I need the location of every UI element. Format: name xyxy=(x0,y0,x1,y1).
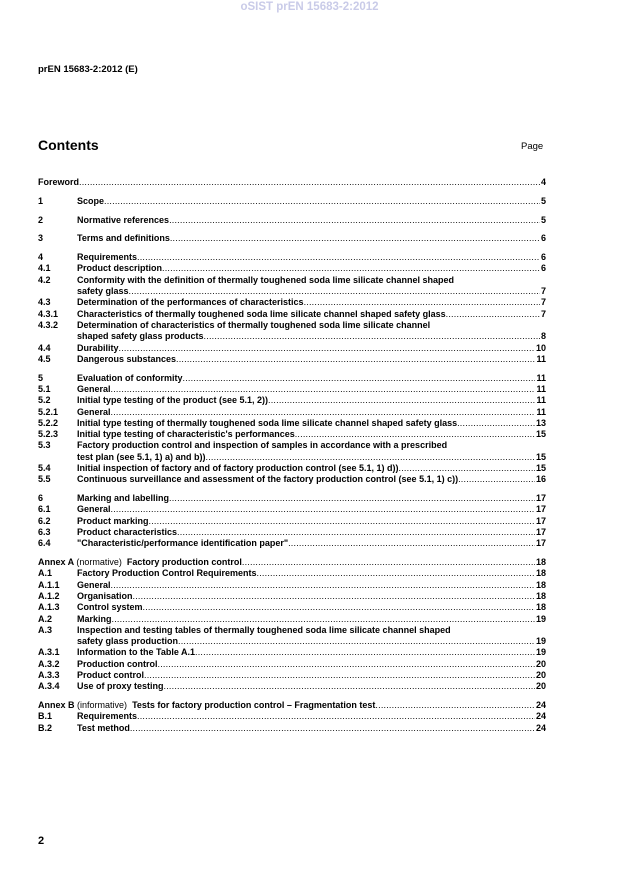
toc-entry-page: 18 xyxy=(535,579,546,590)
toc-entry-page: 13 xyxy=(535,417,546,428)
toc-entry[interactable] xyxy=(38,418,546,429)
toc-entry-number: 3 xyxy=(38,233,44,244)
toc-entry-page: 8 xyxy=(540,331,546,342)
toc-entry-number: 4.2 xyxy=(38,274,51,285)
toc-entry-number: 6.3 xyxy=(38,527,51,538)
toc-entry[interactable] xyxy=(38,700,546,711)
toc-entry-number: 1 xyxy=(38,195,44,206)
toc-entry-number: A.3.1 xyxy=(38,647,60,658)
toc-entry-title: Initial inspection of factory and of factory production control (see 5.1, 1) d)) xyxy=(77,463,399,474)
toc-entry-page: 7 xyxy=(540,297,546,308)
toc-entry-number xyxy=(38,452,77,463)
toc-entry-title: Test method xyxy=(77,722,130,733)
toc-entry[interactable] xyxy=(38,568,546,579)
toc-entry[interactable] xyxy=(38,504,546,515)
toc-entry-title: Requirements xyxy=(77,711,138,722)
dot-leader xyxy=(137,252,540,263)
toc-entry-number: A.3 xyxy=(38,624,53,635)
toc-entry-number: 2 xyxy=(38,214,44,225)
toc-entry-number: B.1 xyxy=(38,711,53,722)
toc-entry[interactable] xyxy=(38,527,546,538)
dot-leader xyxy=(104,196,540,207)
toc-entry-number: 5.5 xyxy=(38,474,51,485)
toc-entry-number: A.1.3 xyxy=(38,602,60,613)
toc-entry[interactable] xyxy=(38,309,546,320)
dot-leader xyxy=(112,614,535,625)
annex-qualifier: (informative) xyxy=(77,700,128,711)
toc-entry-number: 5.2 xyxy=(38,395,51,406)
toc-entry[interactable] xyxy=(38,723,546,734)
toc-entry-title: Information to the Table A.1 xyxy=(77,647,196,658)
toc-entry[interactable] xyxy=(38,538,546,549)
toc-entry-title: Product description xyxy=(77,263,163,274)
toc-entry-number: A.3.3 xyxy=(38,670,60,681)
toc-entry-page: 18 xyxy=(535,591,546,601)
toc-entry[interactable] xyxy=(38,580,546,591)
toc-entry[interactable] xyxy=(38,286,546,297)
toc-entry[interactable] xyxy=(38,636,546,647)
toc-entry-number: 5 xyxy=(38,372,44,383)
toc-entry[interactable] xyxy=(38,384,546,395)
dot-leader xyxy=(242,557,535,568)
dot-leader xyxy=(133,591,535,602)
toc-entry[interactable] xyxy=(38,275,546,286)
toc-entry[interactable] xyxy=(38,647,546,658)
dot-leader xyxy=(177,527,535,538)
toc-entry[interactable] xyxy=(38,331,546,342)
dot-leader xyxy=(268,395,535,406)
toc-entry-title: General xyxy=(77,406,111,417)
dot-leader xyxy=(183,373,536,384)
toc-entry-number: 5.2.3 xyxy=(38,429,59,440)
toc-entry-title: Use of proxy testing xyxy=(77,681,164,692)
toc-entry-page: 10 xyxy=(535,342,546,353)
toc-entry-title: Characteristics of thermally toughened soda lime silicate channel shaped safety glass xyxy=(77,308,446,319)
toc-entry-page: 17 xyxy=(535,527,546,538)
toc-entry-page: 15 xyxy=(535,429,546,440)
dot-leader xyxy=(137,711,535,722)
toc-entry-title: Requirements xyxy=(77,252,138,263)
toc-entry[interactable] xyxy=(38,602,546,613)
dot-leader xyxy=(111,384,536,395)
toc-entry-page: 5 xyxy=(540,214,546,225)
dot-leader xyxy=(206,452,535,463)
toc-entry-title: Terms and definitions xyxy=(77,233,170,244)
toc-entry-number: 5.3 xyxy=(38,440,51,451)
toc-entry-title: Scope xyxy=(77,195,105,206)
toc-entry-number: 5.2.1 xyxy=(38,406,59,417)
toc-entry-title: Marking xyxy=(77,613,112,624)
toc-entry-page: 19 xyxy=(535,647,546,658)
dot-leader xyxy=(170,233,540,244)
toc-entry-page: 11 xyxy=(536,383,546,394)
toc-entry-page: 18 xyxy=(535,557,546,568)
dot-leader xyxy=(111,504,535,515)
toc-entry-title: Marking and labelling xyxy=(77,493,170,504)
toc-entry[interactable] xyxy=(38,320,546,331)
toc-entry-title: Initial type testing of thermally toughened soda lime silicate channel shaped safety glass xyxy=(77,417,458,428)
toc-entry[interactable] xyxy=(38,215,546,226)
toc-entry-page: 4 xyxy=(540,177,546,187)
toc-entry-page: 6 xyxy=(540,252,546,263)
toc-entry-title: safety glass production xyxy=(77,636,179,647)
toc-entry-title: Initial type testing of characteristic's performances xyxy=(77,429,295,440)
toc-entry-title: shaped safety glass products xyxy=(77,331,204,342)
toc-entry-title: Product control xyxy=(77,670,144,681)
toc-entry-title: Control system xyxy=(77,602,143,613)
toc-entry-number xyxy=(38,331,77,342)
toc-entry-page: 19 xyxy=(535,613,546,624)
toc-entry[interactable] xyxy=(38,177,546,188)
toc-entry-title: Determination of the performances of characteristics xyxy=(77,297,304,308)
toc-entry-page: 17 xyxy=(535,504,546,515)
toc-entry-title: safety glass xyxy=(77,286,129,297)
toc-entry[interactable] xyxy=(38,440,546,451)
toc-entry[interactable] xyxy=(38,233,546,244)
dot-leader xyxy=(164,681,535,692)
toc-entry-number: 4.3.2 xyxy=(38,319,59,330)
toc-entry-title: Evaluation of conformity xyxy=(77,372,183,383)
toc-entry-number: 6.2 xyxy=(38,515,51,526)
annex-title: Tests for factory production control – Fragmentation test xyxy=(132,700,376,711)
dot-leader xyxy=(143,602,535,613)
table-of-contents xyxy=(38,177,546,734)
dot-leader xyxy=(457,418,535,429)
annex-qualifier: (normative) xyxy=(76,557,122,568)
dot-leader xyxy=(119,343,535,354)
toc-entry-number: 5.4 xyxy=(38,463,51,474)
toc-entry-title: Conformity with the definition of thermally toughened soda lime silicate channel shaped xyxy=(77,274,455,285)
toc-entry-page: 16 xyxy=(535,474,546,485)
toc-entry-page: 17 xyxy=(535,538,546,549)
toc-entry[interactable] xyxy=(38,463,546,474)
toc-entry[interactable] xyxy=(38,407,546,418)
toc-entry[interactable] xyxy=(38,373,546,384)
toc-entry-page: 15 xyxy=(535,451,546,462)
dot-leader xyxy=(257,568,535,579)
page-column-label: Page xyxy=(521,141,544,152)
toc-entry-number: 5.1 xyxy=(38,383,51,394)
dot-leader xyxy=(111,580,535,591)
dot-leader xyxy=(288,538,535,549)
dot-leader xyxy=(169,493,535,504)
annex-label: Annex B xyxy=(38,700,75,711)
dot-leader xyxy=(204,331,540,342)
toc-entry-title: Dangerous substances xyxy=(77,353,177,364)
dot-leader xyxy=(304,297,540,308)
toc-entry[interactable] xyxy=(38,670,546,681)
toc-entry-title: Normative references xyxy=(77,214,170,225)
toc-entry-page: 11 xyxy=(536,353,546,364)
toc-entry-title: "Characteristic/performance identification paper" xyxy=(77,538,289,549)
toc-entry[interactable] xyxy=(38,557,546,568)
toc-entry[interactable] xyxy=(38,591,546,602)
document-id-header: prEN 15683-2:2012 (E) xyxy=(38,64,138,75)
toc-entry-page: 24 xyxy=(535,711,546,722)
toc-entry-page: 17 xyxy=(535,493,546,504)
toc-entry-page: 20 xyxy=(535,670,546,681)
dot-leader xyxy=(158,659,535,670)
toc-entry-number: 4.1 xyxy=(38,263,51,274)
toc-entry-title: Inspection and testing tables of thermally toughened soda lime silicate channel shaped xyxy=(77,624,451,635)
annex-title: Factory production control xyxy=(126,557,242,568)
toc-entry-page: 17 xyxy=(535,515,546,526)
dot-leader xyxy=(162,263,540,274)
toc-entry[interactable] xyxy=(38,474,546,485)
toc-entry-number: A.3.2 xyxy=(38,658,60,669)
toc-entry-number xyxy=(38,286,77,297)
toc-entry[interactable] xyxy=(38,297,546,308)
toc-entry[interactable] xyxy=(38,493,546,504)
page-number: 2 xyxy=(38,835,45,847)
toc-entry[interactable] xyxy=(38,252,546,263)
dot-leader xyxy=(149,516,535,527)
annex-label: Annex A xyxy=(38,557,74,568)
dot-leader xyxy=(399,463,535,474)
toc-entry-number: 6.4 xyxy=(38,538,51,549)
toc-entry-page: 18 xyxy=(535,568,546,579)
toc-entry-number: A.1.1 xyxy=(38,579,60,590)
toc-entry-page: 24 xyxy=(535,722,546,733)
toc-entry-page: 5 xyxy=(540,195,546,206)
toc-entry[interactable] xyxy=(38,196,546,207)
toc-entry-number: 6.1 xyxy=(38,504,51,515)
toc-entry-number: A.1.2 xyxy=(38,591,60,601)
toc-entry-title: Initial type testing of the product (see 5.1, 2)) xyxy=(77,395,269,406)
toc-entry-title: General xyxy=(77,579,111,590)
dot-leader xyxy=(169,215,540,226)
toc-entry-title: Durability xyxy=(77,342,119,353)
dot-leader xyxy=(111,407,536,418)
toc-entry-title: test plan (see 5.1, 1) a) and b)) xyxy=(77,451,206,462)
toc-entry[interactable] xyxy=(38,681,546,692)
dot-leader xyxy=(178,636,535,647)
toc-entry-number: A.3.4 xyxy=(38,681,60,692)
toc-entry-title: Product characteristics xyxy=(77,527,178,538)
toc-entry-title: Factory Production Control Requirements xyxy=(77,568,257,579)
toc-entry-page: 7 xyxy=(540,286,546,297)
toc-entry-title xyxy=(38,557,242,568)
toc-entry-page: 24 xyxy=(535,700,546,711)
toc-entry-title: General xyxy=(77,504,111,515)
toc-entry-title: Foreword xyxy=(38,177,80,187)
dot-leader xyxy=(446,309,540,320)
toc-entry[interactable] xyxy=(38,429,546,440)
dot-leader xyxy=(458,474,535,485)
toc-entry-number: 6 xyxy=(38,493,44,504)
toc-entry-page: 19 xyxy=(535,636,546,647)
toc-entry-page: 20 xyxy=(535,681,546,692)
toc-entry-number: 4.3.1 xyxy=(38,308,59,319)
toc-entry-number: A.2 xyxy=(38,613,53,624)
toc-entry-page: 20 xyxy=(535,658,546,669)
toc-entry-number xyxy=(38,636,77,647)
watermark: oSIST prEN 15683-2:2012 xyxy=(240,1,379,13)
toc-entry-number: B.2 xyxy=(38,722,53,733)
toc-entry-page: 7 xyxy=(540,308,546,319)
toc-entry-page: 11 xyxy=(536,406,546,417)
dot-leader xyxy=(144,670,535,681)
dot-leader xyxy=(295,429,535,440)
toc-entry[interactable] xyxy=(38,516,546,527)
dot-leader xyxy=(195,647,535,658)
toc-entry[interactable] xyxy=(38,625,546,636)
toc-entry[interactable] xyxy=(38,711,546,722)
toc-entry[interactable] xyxy=(38,659,546,670)
toc-entry-number: 4.3 xyxy=(38,297,51,308)
toc-entry[interactable] xyxy=(38,614,546,625)
toc-entry-page: 6 xyxy=(540,233,546,244)
toc-entry-title: Product marking xyxy=(77,515,149,526)
toc-entry[interactable] xyxy=(38,395,546,406)
toc-entry-page: 11 xyxy=(536,395,546,406)
toc-entry-page: 11 xyxy=(536,372,546,383)
toc-entry-number: 4.5 xyxy=(38,353,51,364)
dot-leader xyxy=(129,286,540,297)
toc-entry-number: A.1 xyxy=(38,568,53,579)
toc-entry[interactable] xyxy=(38,263,546,274)
dot-leader xyxy=(130,723,535,734)
toc-entry-title xyxy=(38,700,375,711)
toc-entry-number: 4 xyxy=(38,252,44,263)
toc-entry-title: Continuous surveillance and assessment of the factory production control (see 5.1, 1) c)) xyxy=(77,474,459,485)
dot-leader xyxy=(375,700,535,711)
toc-entry-title: General xyxy=(77,383,111,394)
toc-entry-page: 6 xyxy=(540,263,546,274)
toc-entry-title: Production control xyxy=(77,658,158,669)
toc-entry[interactable] xyxy=(38,452,546,463)
toc-entry[interactable] xyxy=(38,343,546,354)
page-title: Contents xyxy=(38,137,99,153)
toc-entry-number: 5.2.2 xyxy=(38,417,59,428)
toc-entry-title: Determination of characteristics of thermally toughened soda lime silicate channel xyxy=(77,319,431,330)
toc-entry-page: 18 xyxy=(535,602,546,613)
dot-leader xyxy=(176,354,535,365)
toc-entry-title: Organisation xyxy=(77,591,133,601)
toc-entry-number: 4.4 xyxy=(38,342,51,353)
toc-entry-title: Factory production control and inspection of samples in accordance with a prescribed xyxy=(77,440,448,451)
toc-entry-page: 15 xyxy=(535,463,546,474)
toc-entry[interactable] xyxy=(38,354,546,365)
dot-leader xyxy=(79,177,540,188)
